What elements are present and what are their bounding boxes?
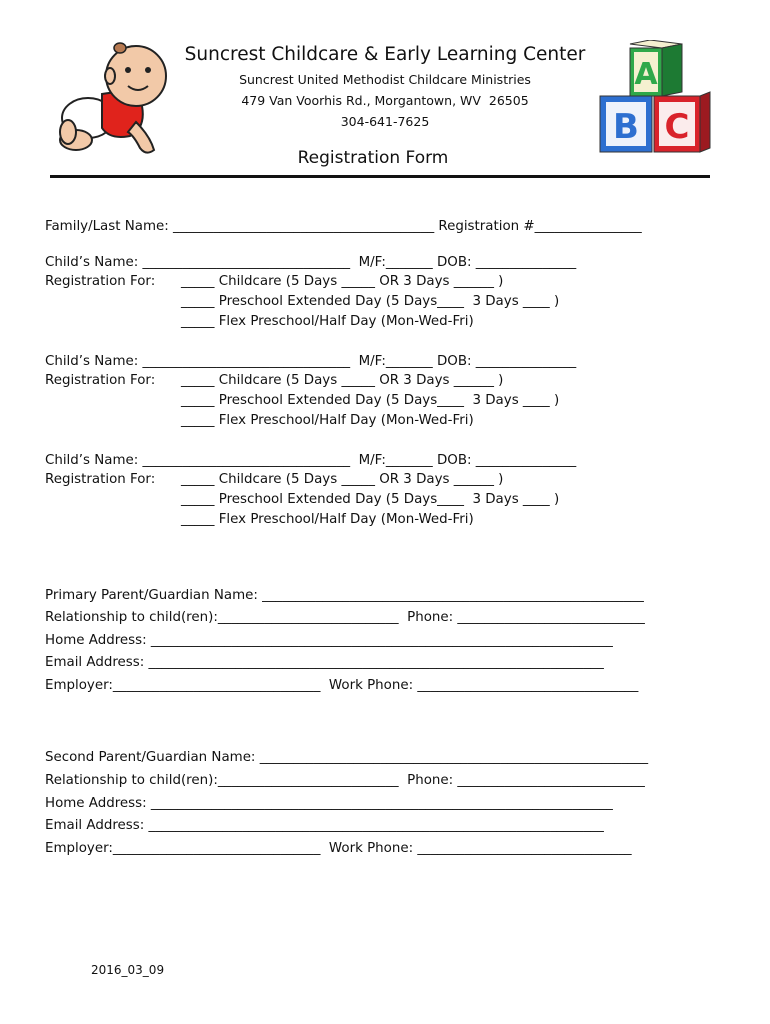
family-name-field[interactable]: Family/Last Name: _______________________________________ Registration #________________ — [45, 219, 642, 234]
second-parent-email-field[interactable]: Email Address: ____________________________________________________________________ — [45, 818, 604, 833]
child-1-name-field[interactable]: Child’s Name: _______________________________ M/F:_______ DOB: _______________ — [45, 255, 577, 270]
form-title: Registration Form — [297, 148, 449, 168]
child-2-option-flex[interactable]: _____ Flex Preschool/Half Day (Mon-Wed-Fri) — [181, 413, 474, 428]
svg-text:C: C — [664, 107, 690, 147]
child-1-option-preschool[interactable]: _____ Preschool Extended Day (5 Days____ 3 Days ____ ) — [181, 294, 560, 309]
child-2-name-field[interactable]: Child’s Name: _______________________________ M/F:_______ DOB: _______________ — [45, 354, 577, 369]
center-phone: 304-641-7625 — [340, 114, 430, 129]
form-version-date: 2016_03_09 — [91, 963, 165, 977]
second-parent-address-field[interactable]: Home Address: _____________________________________________________________________ — [45, 796, 613, 811]
child-2-registration-label: Registration For: — [45, 373, 156, 388]
child-3-option-flex[interactable]: _____ Flex Preschool/Half Day (Mon-Wed-Fri) — [181, 512, 474, 527]
primary-parent-name-field[interactable]: Primary Parent/Guardian Name: _________________________________________________________ — [45, 588, 644, 603]
center-name: Suncrest Childcare & Early Learning Center — [184, 44, 586, 65]
primary-parent-employer-field[interactable]: Employer:_______________________________ Work Phone: _________________________________ — [45, 678, 639, 693]
ministry-name: Suncrest United Methodist Childcare Ministries — [239, 72, 531, 87]
child-1-registration-label: Registration For: — [45, 274, 156, 289]
primary-parent-relationship-field[interactable]: Relationship to child(ren):___________________________ Phone: ____________________________ — [45, 610, 645, 625]
header-divider — [50, 175, 710, 178]
primary-parent-email-field[interactable]: Email Address: ____________________________________________________________________ — [45, 655, 604, 670]
child-1-option-flex[interactable]: _____ Flex Preschool/Half Day (Mon-Wed-Fri) — [181, 314, 474, 329]
primary-parent-address-field[interactable]: Home Address: _____________________________________________________________________ — [45, 633, 613, 648]
child-3-registration-label: Registration For: — [45, 472, 156, 487]
child-3-name-field[interactable]: Child’s Name: _______________________________ M/F:_______ DOB: _______________ — [45, 453, 577, 468]
child-2-option-childcare[interactable]: _____ Childcare (5 Days _____ OR 3 Days ______ ) — [181, 373, 504, 388]
svg-text:B: B — [613, 107, 639, 147]
child-1-option-childcare[interactable]: _____ Childcare (5 Days _____ OR 3 Days ______ ) — [181, 274, 504, 289]
child-3-option-preschool[interactable]: _____ Preschool Extended Day (5 Days____ 3 Days ____ ) — [181, 492, 560, 507]
child-2-option-preschool[interactable]: _____ Preschool Extended Day (5 Days____ 3 Days ____ ) — [181, 393, 560, 408]
second-parent-employer-field[interactable]: Employer:_______________________________ Work Phone: ________________________________ — [45, 841, 632, 856]
second-parent-relationship-field[interactable]: Relationship to child(ren):___________________________ Phone: ____________________________ — [45, 773, 645, 788]
center-address: 479 Van Voorhis Rd., Morgantown, WV 26505 — [241, 93, 529, 108]
second-parent-name-field[interactable]: Second Parent/Guardian Name: __________________________________________________________ — [45, 750, 649, 765]
child-3-option-childcare[interactable]: _____ Childcare (5 Days _____ OR 3 Days ______ ) — [181, 472, 504, 487]
svg-text:A: A — [634, 57, 658, 92]
